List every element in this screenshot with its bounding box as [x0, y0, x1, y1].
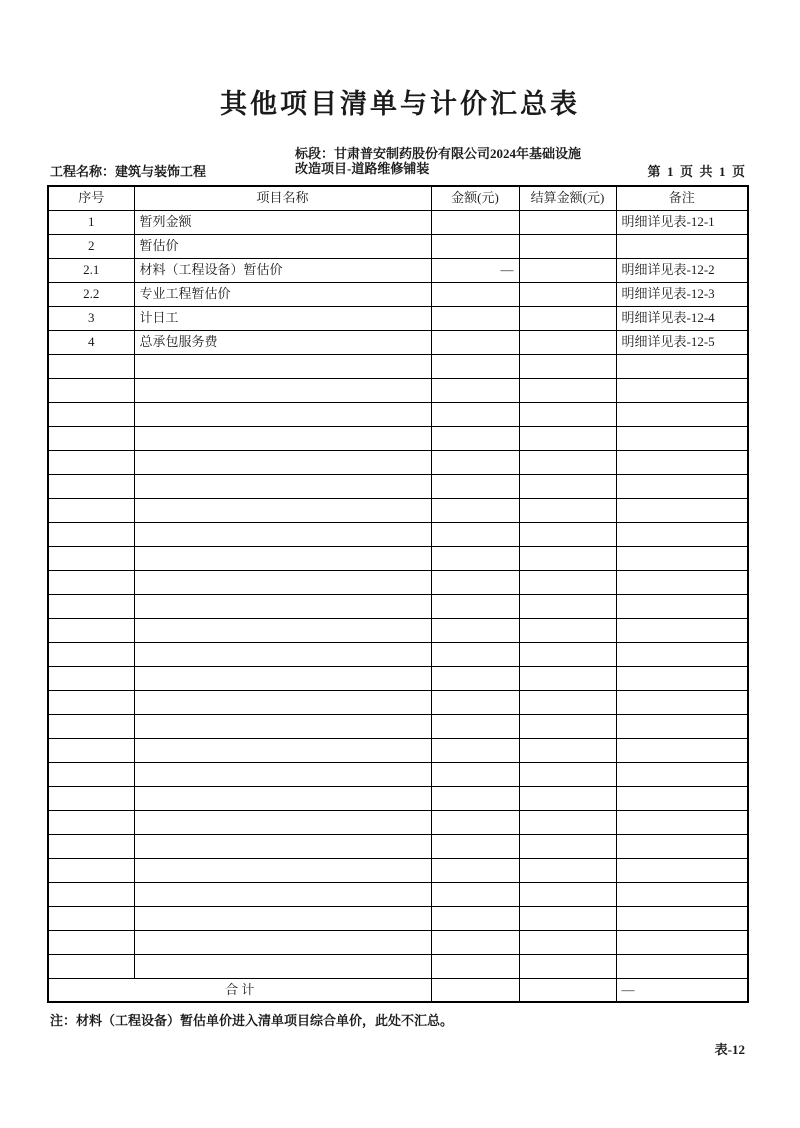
empty-cell-name — [134, 954, 431, 978]
empty-cell-amount — [431, 690, 519, 714]
empty-cell-name — [134, 594, 431, 618]
empty-cell-remark — [616, 786, 748, 810]
empty-cell-amount — [431, 738, 519, 762]
empty-cell-no — [48, 954, 134, 978]
empty-cell-no — [48, 930, 134, 954]
empty-cell-name — [134, 402, 431, 426]
empty-cell-no — [48, 738, 134, 762]
empty-cell-amount — [431, 570, 519, 594]
empty-cell-remark — [616, 930, 748, 954]
table-code: 表-12 — [714, 1042, 745, 1057]
empty-cell-settlement — [519, 378, 616, 402]
empty-cell-settlement — [519, 498, 616, 522]
empty-row — [48, 426, 748, 450]
empty-cell-amount — [431, 474, 519, 498]
empty-row — [48, 474, 748, 498]
empty-cell-no — [48, 618, 134, 642]
empty-row — [48, 618, 748, 642]
cell-settlement — [519, 258, 616, 282]
total-settlement — [519, 978, 616, 1002]
empty-cell-settlement — [519, 546, 616, 570]
empty-cell-remark — [616, 810, 748, 834]
empty-cell-no — [48, 546, 134, 570]
empty-cell-settlement — [519, 858, 616, 882]
empty-row — [48, 930, 748, 954]
empty-cell-settlement — [519, 930, 616, 954]
empty-cell-no — [48, 378, 134, 402]
empty-cell-name — [134, 882, 431, 906]
empty-cell-settlement — [519, 522, 616, 546]
cell-amount — [431, 330, 519, 354]
empty-cell-no — [48, 690, 134, 714]
empty-cell-settlement — [519, 834, 616, 858]
empty-cell-settlement — [519, 354, 616, 378]
empty-row — [48, 738, 748, 762]
empty-cell-remark — [616, 858, 748, 882]
empty-row — [48, 810, 748, 834]
empty-cell-no — [48, 666, 134, 690]
empty-cell-settlement — [519, 618, 616, 642]
empty-cell-amount — [431, 666, 519, 690]
empty-row — [48, 786, 748, 810]
empty-cell-no — [48, 834, 134, 858]
empty-cell-remark — [616, 762, 748, 786]
table-row — [48, 330, 748, 354]
empty-row — [48, 906, 748, 930]
empty-row — [48, 882, 748, 906]
empty-cell-remark — [616, 354, 748, 378]
empty-cell-name — [134, 930, 431, 954]
empty-cell-no — [48, 762, 134, 786]
empty-cell-amount — [431, 786, 519, 810]
empty-cell-amount — [431, 594, 519, 618]
empty-cell-remark — [616, 378, 748, 402]
cell-remark — [616, 234, 748, 258]
empty-cell-name — [134, 762, 431, 786]
empty-cell-amount — [431, 810, 519, 834]
empty-cell-remark — [616, 570, 748, 594]
cell-remark: 明细详见表-12-3 — [616, 282, 748, 306]
empty-cell-amount — [431, 618, 519, 642]
empty-cell-remark — [616, 690, 748, 714]
empty-cell-remark — [616, 954, 748, 978]
empty-cell-remark — [616, 546, 748, 570]
empty-cell-name — [134, 426, 431, 450]
empty-row — [48, 402, 748, 426]
cell-remark: 明细详见表-12-5 — [616, 330, 748, 354]
empty-cell-amount — [431, 834, 519, 858]
cell-amount — [431, 210, 519, 234]
empty-cell-no — [48, 714, 134, 738]
empty-cell-settlement — [519, 402, 616, 426]
cell-settlement — [519, 234, 616, 258]
empty-cell-remark — [616, 594, 748, 618]
cell-name: 暂列金额 — [134, 210, 431, 234]
total-remark: — — [616, 978, 748, 1002]
empty-cell-name — [134, 906, 431, 930]
empty-row — [48, 714, 748, 738]
cell-name: 暂估价 — [134, 234, 431, 258]
empty-cell-name — [134, 474, 431, 498]
header-name: 项目名称 — [134, 186, 431, 210]
project-name-label: 工程名称：建筑与装饰工程 — [50, 164, 207, 179]
empty-cell-amount — [431, 378, 519, 402]
empty-cell-amount — [431, 906, 519, 930]
empty-cell-name — [134, 354, 431, 378]
empty-cell-remark — [616, 714, 748, 738]
empty-cell-settlement — [519, 738, 616, 762]
cell-settlement — [519, 210, 616, 234]
cell-no: 4 — [48, 330, 134, 354]
header-settlement: 结算金额(元) — [519, 186, 616, 210]
empty-cell-name — [134, 618, 431, 642]
empty-cell-amount — [431, 882, 519, 906]
empty-cell-name — [134, 858, 431, 882]
cell-remark: 明细详见表-12-4 — [616, 306, 748, 330]
empty-cell-no — [48, 474, 134, 498]
empty-cell-no — [48, 594, 134, 618]
empty-cell-settlement — [519, 642, 616, 666]
section-line2: 改造项目-道路维修铺装 — [295, 161, 430, 176]
empty-cell-name — [134, 450, 431, 474]
summary-table-body — [48, 210, 748, 1002]
empty-cell-amount — [431, 762, 519, 786]
empty-cell-amount — [431, 546, 519, 570]
empty-cell-amount — [431, 402, 519, 426]
empty-cell-settlement — [519, 714, 616, 738]
empty-row — [48, 354, 748, 378]
empty-cell-settlement — [519, 882, 616, 906]
table-row — [48, 258, 748, 282]
empty-cell-settlement — [519, 426, 616, 450]
table-row — [48, 306, 748, 330]
cell-amount — [431, 234, 519, 258]
empty-cell-amount — [431, 450, 519, 474]
empty-row — [48, 834, 748, 858]
header-remark: 备注 — [616, 186, 748, 210]
empty-cell-remark — [616, 426, 748, 450]
empty-cell-name — [134, 642, 431, 666]
empty-cell-amount — [431, 522, 519, 546]
cell-amount — [431, 306, 519, 330]
empty-cell-name — [134, 522, 431, 546]
empty-cell-settlement — [519, 690, 616, 714]
empty-row — [48, 594, 748, 618]
empty-cell-name — [134, 666, 431, 690]
empty-cell-amount — [431, 426, 519, 450]
cell-no: 3 — [48, 306, 134, 330]
empty-cell-no — [48, 450, 134, 474]
empty-cell-amount — [431, 930, 519, 954]
empty-row — [48, 546, 748, 570]
empty-cell-name — [134, 546, 431, 570]
empty-cell-no — [48, 354, 134, 378]
cell-settlement — [519, 306, 616, 330]
empty-cell-remark — [616, 906, 748, 930]
empty-cell-amount — [431, 354, 519, 378]
empty-cell-name — [134, 810, 431, 834]
cell-name: 计日工 — [134, 306, 431, 330]
cell-name: 专业工程暂估价 — [134, 282, 431, 306]
footnote: 注：材料（工程设备）暂估单价进入清单项目综合单价，此处不汇总。 — [50, 1013, 454, 1028]
empty-row — [48, 378, 748, 402]
page-number: 第 1 页 共 1 页 — [647, 164, 745, 179]
empty-cell-no — [48, 498, 134, 522]
cell-name: 材料（工程设备）暂估价 — [134, 258, 431, 282]
empty-cell-name — [134, 834, 431, 858]
empty-row — [48, 450, 748, 474]
total-label: 合 计 — [48, 978, 431, 1002]
empty-row — [48, 666, 748, 690]
empty-cell-amount — [431, 642, 519, 666]
empty-cell-no — [48, 786, 134, 810]
empty-cell-settlement — [519, 762, 616, 786]
empty-cell-remark — [616, 642, 748, 666]
table-row — [48, 282, 748, 306]
empty-cell-amount — [431, 954, 519, 978]
empty-row — [48, 498, 748, 522]
empty-cell-no — [48, 810, 134, 834]
empty-cell-no — [48, 858, 134, 882]
header-amount: 金额(元) — [431, 186, 519, 210]
empty-cell-settlement — [519, 954, 616, 978]
empty-cell-settlement — [519, 570, 616, 594]
empty-cell-no — [48, 426, 134, 450]
empty-cell-no — [48, 402, 134, 426]
cell-no: 2.1 — [48, 258, 134, 282]
empty-cell-no — [48, 570, 134, 594]
section-label — [295, 146, 625, 176]
empty-row — [48, 858, 748, 882]
empty-cell-name — [134, 738, 431, 762]
empty-cell-name — [134, 786, 431, 810]
cell-remark: 明细详见表-12-2 — [616, 258, 748, 282]
empty-cell-amount — [431, 498, 519, 522]
empty-cell-remark — [616, 618, 748, 642]
empty-cell-remark — [616, 450, 748, 474]
empty-cell-settlement — [519, 450, 616, 474]
empty-row — [48, 690, 748, 714]
page-title: 其他项目清单与计价汇总表 — [220, 89, 580, 119]
empty-cell-settlement — [519, 594, 616, 618]
cell-no: 2 — [48, 234, 134, 258]
cell-amount — [431, 282, 519, 306]
empty-cell-settlement — [519, 474, 616, 498]
empty-row — [48, 642, 748, 666]
empty-cell-no — [48, 522, 134, 546]
empty-cell-settlement — [519, 666, 616, 690]
empty-cell-no — [48, 906, 134, 930]
summary-table — [47, 185, 749, 1003]
empty-row — [48, 522, 748, 546]
cell-no: 1 — [48, 210, 134, 234]
cell-name: 总承包服务费 — [134, 330, 431, 354]
section-line1: 标段：甘肃普安制药股份有限公司2024年基础设施 — [295, 146, 582, 161]
empty-cell-no — [48, 882, 134, 906]
empty-cell-remark — [616, 738, 748, 762]
empty-row — [48, 762, 748, 786]
header-no: 序号 — [48, 186, 134, 210]
empty-cell-no — [48, 642, 134, 666]
empty-cell-remark — [616, 882, 748, 906]
empty-row — [48, 570, 748, 594]
table-row — [48, 210, 748, 234]
cell-no: 2.2 — [48, 282, 134, 306]
empty-cell-name — [134, 570, 431, 594]
empty-cell-remark — [616, 834, 748, 858]
empty-row — [48, 954, 748, 978]
cell-settlement — [519, 330, 616, 354]
header-row — [48, 186, 748, 210]
empty-cell-name — [134, 498, 431, 522]
total-amount — [431, 978, 519, 1002]
empty-cell-name — [134, 690, 431, 714]
table-row — [48, 234, 748, 258]
empty-cell-name — [134, 714, 431, 738]
empty-cell-remark — [616, 498, 748, 522]
empty-cell-remark — [616, 666, 748, 690]
empty-cell-remark — [616, 402, 748, 426]
cell-amount: — — [431, 258, 519, 282]
empty-cell-remark — [616, 522, 748, 546]
empty-cell-settlement — [519, 906, 616, 930]
cell-remark: 明细详见表-12-1 — [616, 210, 748, 234]
empty-cell-settlement — [519, 786, 616, 810]
empty-cell-amount — [431, 714, 519, 738]
empty-cell-settlement — [519, 810, 616, 834]
cell-settlement — [519, 282, 616, 306]
empty-cell-amount — [431, 858, 519, 882]
empty-cell-name — [134, 378, 431, 402]
empty-cell-remark — [616, 474, 748, 498]
total-row — [48, 978, 748, 1002]
